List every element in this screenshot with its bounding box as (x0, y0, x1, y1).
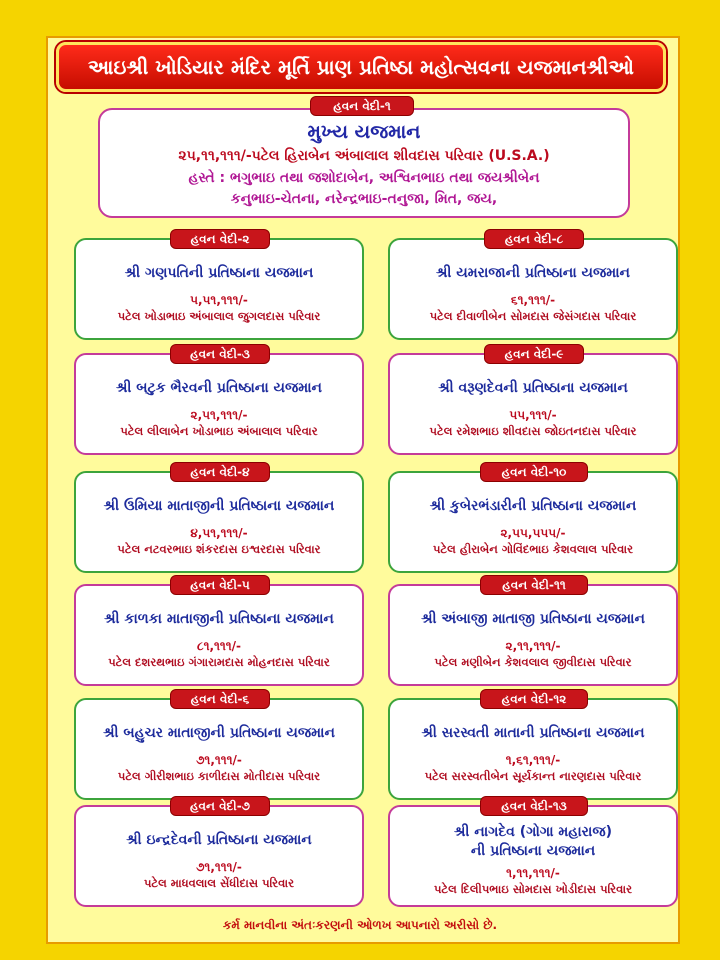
host-card (388, 698, 678, 800)
host-card (388, 238, 678, 340)
main-donation-line: ૨૫,૧૧,૧૧૧/-પટેલ હિરાબેન અંબાલાલ શીવદાસ પરિવાર (U.S.A.) (178, 148, 550, 164)
card-tab: હવન વેદી-૧૧ (480, 575, 588, 595)
card-title: શ્રી કાળકા માતાજીની પ્રતિષ્ઠાના યજમાન (104, 611, 334, 627)
card-title: શ્રી સરસ્વતી માતાની પ્રતિષ્ઠાના યજમાન (421, 725, 645, 741)
card-title: શ્રી ઉમિયા માતાજીની પ્રતિષ્ઠાના યજમાન (103, 498, 335, 514)
main-hands-line: હસ્તે : ભગુભાઇ તથા જશોદાબેન, અશ્વિનભાઇ તથા જયશ્રીબેન (188, 170, 540, 186)
card-tab: હવન વેદી-૬ (170, 689, 270, 709)
card-title: શ્રી અંબાજી માતાજી પ્રતિષ્ઠાના યજમાન (421, 611, 645, 627)
card-title: શ્રી બટુક ભૈરવની પ્રતિષ્ઠાના યજમાન (116, 380, 322, 396)
card-title: શ્રી નાગદેવ (ગોગા મહારાજ) (453, 824, 612, 840)
host-card (74, 238, 364, 340)
card-tab: હવન વેદી-૫ (170, 575, 270, 595)
card-family: પટેલ માધવલાલ સેંધીદાસ પરિવાર (143, 876, 295, 890)
main-havan-tab: હવન વેદી-૧ (310, 96, 414, 116)
card-tab: હવન વેદી-૨ (170, 229, 270, 249)
card-tab: હવન વેદી-૪ (170, 462, 270, 482)
card-title: શ્રી કુબેરભંડારીની પ્રતિષ્ઠાના યજમાન (429, 498, 637, 514)
card-amount: ૨,૧૧,૧૧૧/- (505, 639, 561, 653)
host-card (74, 353, 364, 455)
card-title: શ્રી ઇન્દ્રદેવની પ્રતિષ્ઠાના યજમાન (126, 832, 312, 848)
card-family: પટેલ સરસ્વતીબેન સૂર્યકાન્ત નારણદાસ પરિવાર (424, 769, 642, 783)
host-card (388, 471, 678, 573)
card-family: પટેલ દીવાળીબેન સોમદાસ જેસંગદાસ પરિવાર (429, 309, 637, 323)
card-amount: ૬૧,૧૧૧/- (510, 293, 556, 307)
card-family: પટેલ રમેશભાઇ શીવદાસ જોઇતનદાસ પરિવાર (429, 424, 637, 438)
card-tab: હવન વેદી-૮ (484, 229, 584, 249)
card-amount: ૨,૫૫,૫૫૫/- (500, 526, 566, 540)
card-family: પટેલ દિલીપભાઇ સોમદાસ ખોડીદાસ પરિવાર (433, 882, 633, 896)
card-family: પટેલ લીલાબેન ખોડાભાઇ અંબાલાલ પરિવાર (120, 424, 318, 438)
card-tab: હવન વેદી-૧૦ (480, 462, 588, 482)
card-title: શ્રી વરૂણદેવની પ્રતિષ્ઠાના યજમાન (438, 380, 628, 396)
card-amount: ૭૧,૧૧૧/- (196, 753, 242, 767)
host-card (388, 584, 678, 686)
host-card (74, 805, 364, 907)
footer-quote: કર્મ માનવીના અંતઃકરણની ઓળખ આપનારો અરીસો છે. (222, 918, 498, 932)
card-tab: હવન વેદી-૧૩ (480, 796, 588, 816)
card-amount: ૮૧,૧૧૧/- (196, 639, 242, 653)
card-family: પટેલ ખોડાભાઇ અંબાલાલ જુગલદાસ પરિવાર (117, 309, 321, 323)
host-card (388, 353, 678, 455)
card-tab: હવન વેદી-૩ (170, 344, 270, 364)
card-tab: હવન વેદી-૯ (484, 344, 584, 364)
card-tab: હવન વેદી-૧૨ (480, 689, 588, 709)
host-card (74, 471, 364, 573)
host-card (74, 584, 364, 686)
host-card (388, 805, 678, 907)
card-title: શ્રી યમરાજાની પ્રતિષ્ઠાના યજમાન (436, 265, 630, 281)
card-amount: ૧,૧૧,૧૧૧/- (506, 866, 560, 880)
card-amount: ૧,૬૧,૧૧૧/- (505, 753, 561, 767)
card-amount: ૭૧,૧૧૧/- (196, 860, 242, 874)
host-card (74, 698, 364, 800)
card-amount: ૫,૫૧,૧૧૧/- (190, 293, 248, 307)
card-tab: હવન વેદી-૭ (170, 796, 270, 816)
card-title-line2: ની પ્રતિષ્ઠાના યજમાન (470, 843, 596, 859)
main-heading: મુખ્ય યજમાન (307, 121, 421, 143)
card-amount: ૪,૫૧,૧૧૧/- (190, 526, 248, 540)
card-title: શ્રી ગણપતિની પ્રતિષ્ઠાના યજમાન (124, 265, 314, 281)
main-family-line: કનુભાઇ-ચેતના, નરેન્દ્રભાઇ-તનુજા, મિત, જય, (230, 191, 498, 207)
card-family: પટેલ ગીરીશભાઇ કાળીદાસ મોતીદાસ પરિવાર (117, 769, 321, 783)
card-family: પટેલ મણીબેન કેશવલાલ જીવીદાસ પરિવાર (434, 655, 632, 669)
card-amount: ૨,૫૧,૧૧૧/- (190, 408, 248, 422)
card-amount: ૫૫,૧૧૧/- (509, 408, 557, 422)
main-host-box (98, 108, 630, 218)
card-family: પટેલ હીરાબેન ગોવિંદભાઇ કેશવલાલ પરિવાર (432, 542, 634, 556)
card-family: પટેલ નટવરભાઇ શંકરદાસ ઇશ્વરદાસ પરિવાર (117, 542, 321, 556)
card-title: શ્રી બહુચર માતાજીની પ્રતિષ્ઠાના યજમાન (103, 725, 335, 741)
card-family: પટેલ દશરથભાઇ ગંગારામદાસ મોહનદાસ પરિવાર (108, 655, 330, 669)
page-title: આઇશ્રી ખોડિયાર મંદિર મૂર્તિ પ્રાણ પ્રતિષ્ઠા મહોત્સવના યજમાનશ્રીઓ (56, 42, 666, 92)
